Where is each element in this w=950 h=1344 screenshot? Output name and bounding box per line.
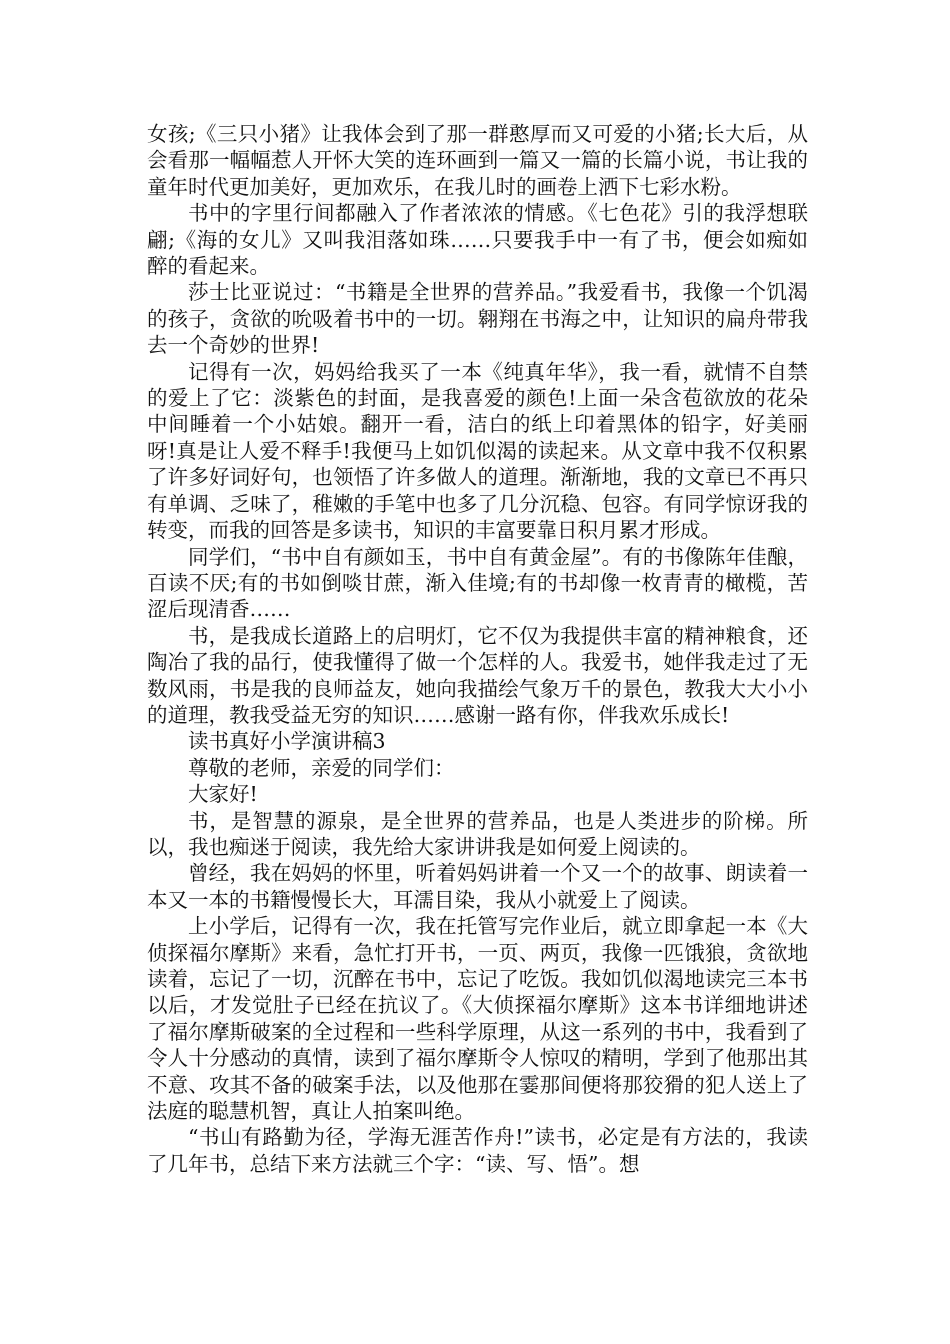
paragraph-13: “书山有路勤为径，学海无涯苦作舟!”读书，必定是有方法的，我读了几年书，总结下来方法就三个字：“读、写、悟”。想: [147, 1125, 808, 1176]
salutation: 尊敬的老师，亲爱的同学们：: [188, 755, 455, 780]
paragraph-10: 书，是智慧的源泉，是全世界的营养品，也是人类进步的阶梯。所以，我也痴迷于阅读，我先给大家讲讲我是如何爱上阅读的。: [147, 808, 808, 859]
paragraph-3: 莎士比亚说过：“书籍是全世界的营养品。”我爱看书，我像一个饥渴的孩子，贪欲的吮吸着书中的一切。翱翔在书海之中，让知识的扁舟带我去一个奇妙的世界!: [147, 280, 808, 358]
paragraph-6: 书，是我成长道路上的启明灯，它不仅为我提供丰富的精神粮食，还陶冶了我的品行，使我懂得了做一个怎样的人。我爱书，她伴我走过了无数风雨，书是我的良师益友，她向我描绘气象万千的景色，教我大大小小的道理，教我受益无穷的知识……感谢一路有你，伴我欢乐成长!: [147, 623, 808, 727]
paragraph-4: 记得有一次，妈妈给我买了一本《纯真年华》，我一看，就情不自禁的爱上了它：淡紫色的封面，是我喜爱的颜色!上面一朵含苞欲放的花朵中间睡着一个小姑娘。翻开一看，洁白的纸上印着黑体的铅字，好美丽呀!真是让人爱不释手!我便马上如饥似渴的读起来。从文章中我不仅积累了许多好词好句，也领悟了许多做人的道理。渐渐地，我的文章已不再只有单调、乏味了，稚嫩的手笔中也多了几分沉稳、包容。有同学惊讶我的转变，而我的回答是多读书，知识的丰富要靠日积月累才形成。: [147, 359, 808, 543]
paragraph-5: 同学们，“书中自有颜如玉，书中自有黄金屋”。有的书像陈年佳酿，百读不厌;有的书如倒啖甘蔗，渐入佳境;有的书却像一枚青青的橄榄，苦涩后现清香……: [147, 544, 808, 622]
section-heading: 读书真好小学演讲稿3: [188, 729, 386, 754]
paragraph-2: 书中的字里行间都融入了作者浓浓的情感。《七色花》引的我浮想联翩;《海的女儿》又叫我泪落如珠……只要我手中一有了书，便会如痴如醉的看起来。: [147, 201, 808, 279]
paragraph-1: 女孩;《三只小猪》让我体会到了那一群憨厚而又可爱的小猪;长大后，从会看那一幅幅惹人开怀大笑的连环画到一篇又一篇的长篇小说，书让我的童年时代更加美好，更加欢乐，在我儿时的画卷上洒下七彩水粉。: [147, 122, 808, 199]
greeting: 大家好!: [188, 782, 258, 807]
paragraph-11: 曾经，我在妈妈的怀里，听着妈妈讲着一个又一个的故事、朗读着一本又一本的书籍慢慢长大，耳濡目染，我从小就爱上了阅读。: [147, 861, 808, 912]
document-body: [147, 121, 808, 1177]
paragraph-12: 上小学后，记得有一次，我在托管写完作业后，就立即拿起一本《大侦探福尔摩斯》来看，急忙打开书，一页、两页，我像一匹饿狼，贪欲地读着，忘记了一切，沉醉在书中，忘记了吃饭。我如饥似渴地读完三本书以后，才发觉肚子已经在抗议了。《大侦探福尔摩斯》这本书详细地讲述了福尔摩斯破案的全过程和一些科学原理，从这一系列的书中，我看到了令人十分感动的真情，读到了福尔摩斯令人惊叹的精明，学到了他那出其不意、攻其不备的破案手法，以及他那在霎那间便将那狡猾的犯人送上了法庭的聪慧机智，真让人拍案叫绝。: [147, 914, 808, 1124]
